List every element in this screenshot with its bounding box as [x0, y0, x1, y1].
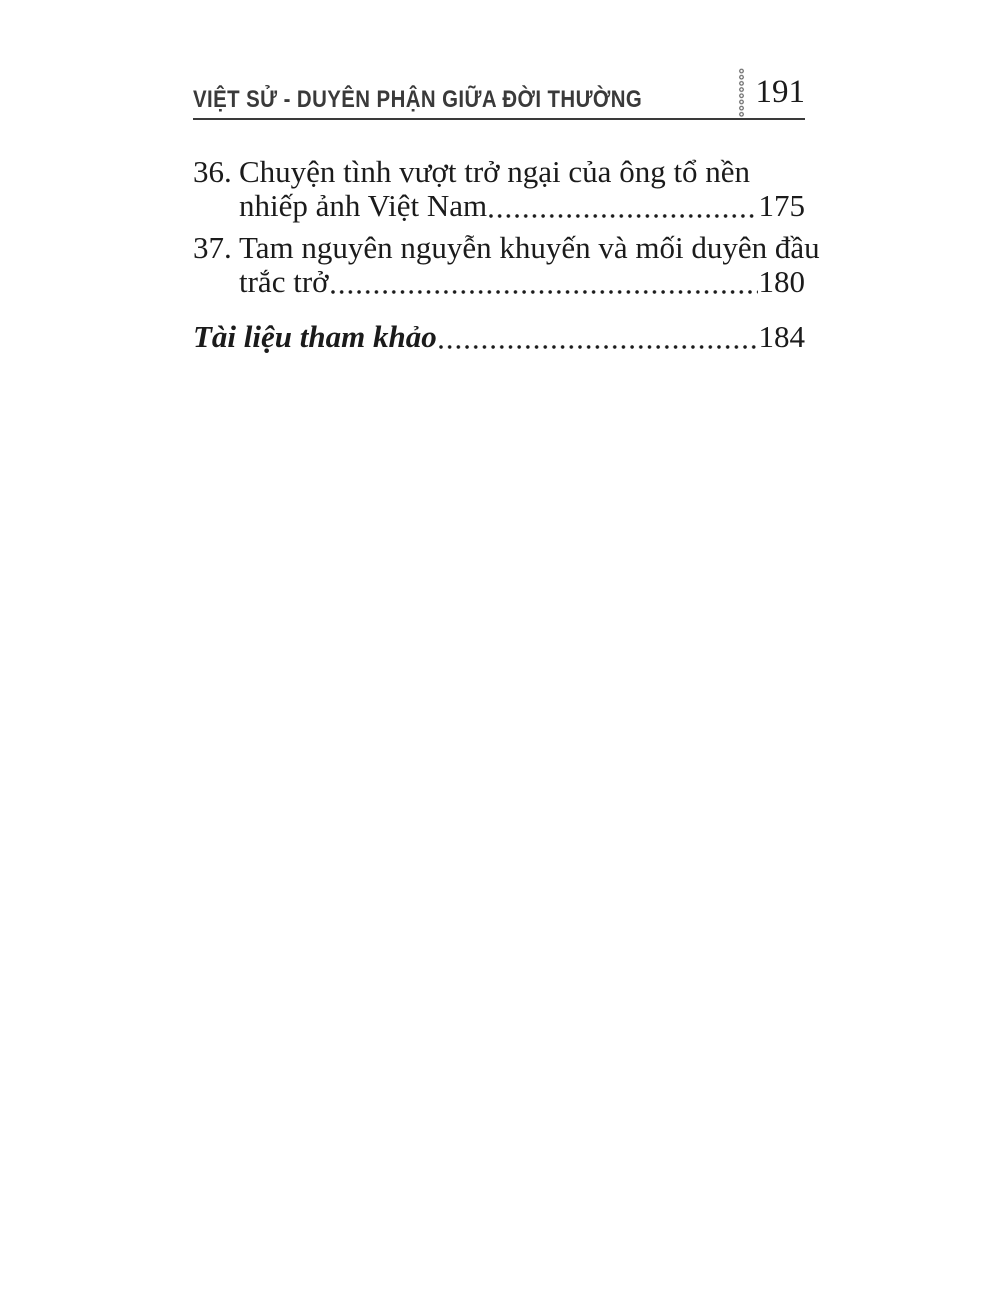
table-of-contents — [193, 154, 820, 354]
dot-leader — [437, 320, 759, 354]
entry-title-line: nhiếp ảnh Việt Nam — [239, 188, 488, 223]
page-header — [193, 62, 805, 120]
entry-number: 37. — [193, 230, 232, 265]
toc-entry-line — [193, 230, 820, 265]
page-number: 191 — [755, 74, 805, 110]
entry-page-number: 175 — [758, 188, 805, 223]
running-title: VIỆT SỬ - DUYÊN PHẬN GIỮA ĐỜI THƯỜNG — [193, 86, 643, 113]
entry-title-line: Tam nguyên nguyễn khuyến và mối duyên đầu — [239, 230, 820, 265]
dot-leader — [329, 265, 759, 299]
toc-entry — [193, 155, 805, 223]
beaded-divider-icon — [737, 68, 746, 118]
entry-page-number: 180 — [758, 264, 805, 299]
entry-page-number: 184 — [758, 319, 805, 354]
dot-leader — [487, 189, 758, 223]
entry-number: 36. — [193, 154, 232, 189]
toc-entry-line — [193, 265, 805, 299]
toc-entry-line — [193, 189, 805, 223]
header-right-group — [737, 68, 806, 118]
toc-entry — [193, 230, 820, 299]
reference-title: Tài liệu tham khảo — [193, 319, 437, 354]
entry-title-line: trắc trở — [239, 264, 329, 299]
entry-title-line: Chuyện tình vượt trở ngại của ông tổ nền — [239, 154, 751, 189]
toc-reference-entry — [193, 320, 805, 354]
toc-entry-line — [193, 155, 805, 189]
